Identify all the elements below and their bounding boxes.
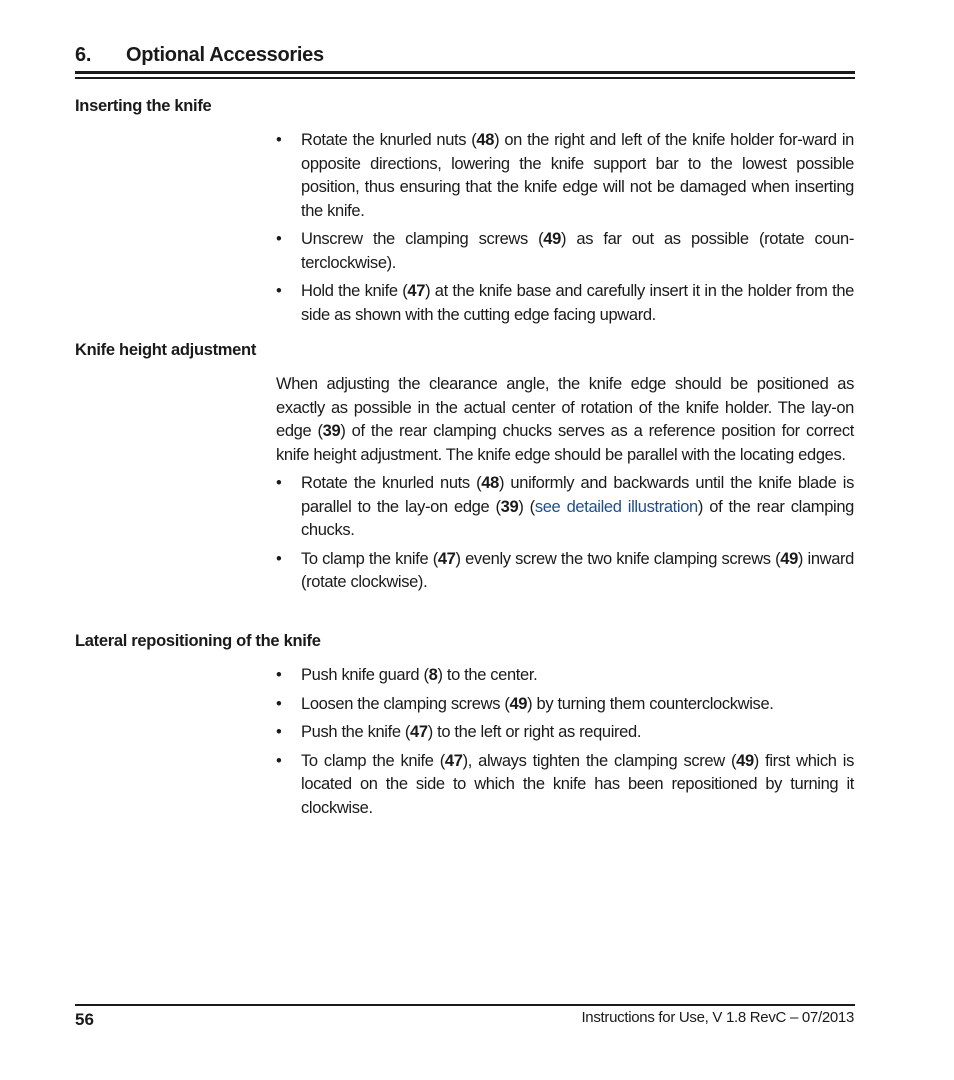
ref-number: 47 — [407, 282, 426, 300]
bullet-icon: • — [276, 549, 282, 568]
ref-number: 47 — [437, 549, 456, 568]
heading-rule-thick — [75, 71, 855, 74]
ref-number: 49 — [780, 549, 798, 568]
bullet-icon: • — [276, 474, 282, 492]
ref-number: 49 — [736, 751, 754, 770]
list-item: • To clamp the knife (47) evenly screw the two knife clamping screws (49) inward (rotate clockwise). — [276, 549, 855, 591]
bullet-icon: • — [276, 751, 282, 770]
section-body-height — [276, 373, 854, 595]
list-item: • To clamp the knife (47), always tighten the clamping screw (49) first which is located on the side to which the knife has been repositioned by turning it clockwise. — [276, 751, 855, 817]
ref-number: 47 — [444, 751, 463, 770]
ref-number: 8 — [428, 666, 438, 684]
section-title-inserting: Inserting the knife — [75, 97, 212, 115]
ref-number: 49 — [543, 230, 561, 248]
list-item: • Push the knife (47) to the left or right as required. — [276, 721, 854, 745]
section-title-lateral: Lateral repositioning of the knife — [75, 632, 321, 650]
bullet-icon: • — [276, 282, 282, 300]
detailed-illustration-link[interactable]: see detailed illustration — [534, 497, 698, 516]
list-item: • Loosen the clamping screws (49) by turning them counterclockwise. — [276, 693, 854, 717]
bullet-icon: • — [276, 723, 282, 741]
bullet-icon: • — [276, 666, 282, 684]
list-item: • Unscrew the clamping screws (49) as far out as possible (rotate coun-terclockwise). — [276, 230, 854, 272]
ref-number: 39 — [500, 497, 519, 516]
ref-number: 48 — [481, 474, 499, 492]
section-body-inserting — [276, 129, 854, 327]
page-number: 56 — [75, 1010, 94, 1029]
chapter-title: Optional Accessories — [126, 44, 324, 66]
list-item: • Hold the knife (47) at the knife base and carefully insert it in the holder from the side as shown with the cutting edge facing upward. — [276, 282, 854, 324]
heading-rule-thin — [75, 77, 855, 79]
list-item: • Push knife guard (8) to the center. — [276, 664, 854, 688]
section-body-lateral — [276, 664, 854, 820]
list-item: • Rotate the knurled nuts (48) uniformly and backwards until the knife blade is parallel to the lay-on edge (39) (see detailed illustration) of the rear clamping chucks. — [276, 474, 854, 539]
ref-number: 48 — [476, 131, 495, 149]
footer-document-info: Instructions for Use, V 1.8 RevC – 07/2013 — [581, 1009, 854, 1026]
chapter-heading — [75, 44, 855, 67]
ref-number: 47 — [410, 723, 428, 741]
bullet-icon: • — [276, 230, 282, 248]
list-item: • Rotate the knurled nuts (48) on the right and left of the knife holder for-ward in opposite directions, lowering the knife support bar to the lowest possible position, thus ensuring that the knife edge will not be damaged when inserting the knife. — [276, 131, 855, 220]
paragraph: When adjusting the clearance angle, the knife edge should be positioned as exactly as possible in the actual center of rotation of the knife holder. The lay-on edge (39) of the rear clamping chucks serves as a reference position for correct knife height adjustment. The knife edge should be parallel with the locating edges. — [276, 375, 854, 464]
chapter-number: 6. — [75, 44, 92, 66]
section-title-height: Knife height adjustment — [75, 341, 257, 359]
ref-number: 49 — [509, 694, 528, 713]
bullet-icon: • — [276, 131, 282, 149]
ref-number: 39 — [322, 422, 341, 440]
footer-rule — [75, 1004, 855, 1006]
bullet-icon: • — [276, 694, 282, 713]
